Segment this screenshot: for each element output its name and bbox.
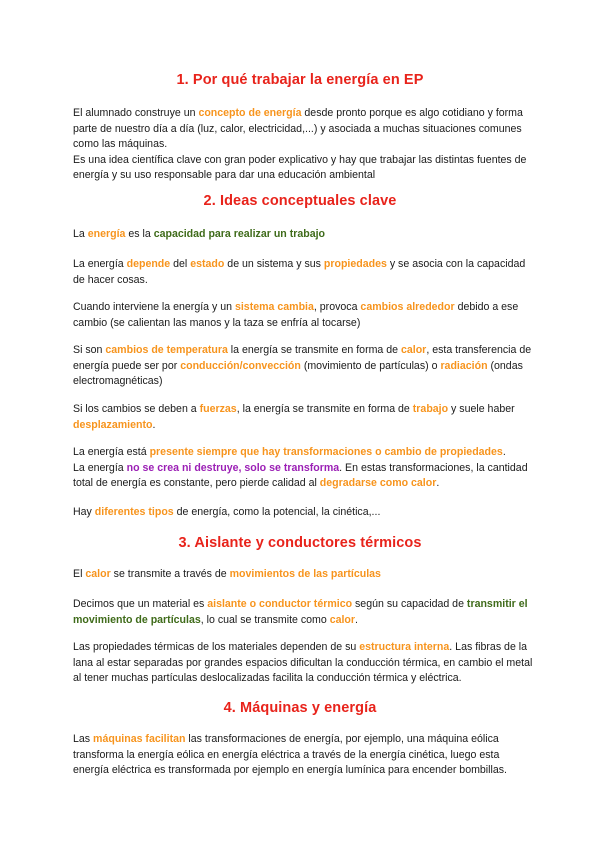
highlighted-term: aislante o conductor térmico (207, 598, 353, 610)
section-3-title: 3. Aislante y conductores térmicos (178, 535, 422, 551)
section-2-title: 2. Ideas conceptuales clave (203, 193, 397, 209)
section-3-paragraph: Las propiedades térmicas de los materiales dependen de su estructura interna. Las fibras de la lana al estar separadas por grandes espacios dificultan la conducción térmica, en cambio el metal al tener muchas partículas deslocalizadas facilita la conducción térmica y eléctrica. (73, 641, 533, 685)
section-4-paragraph: Las máquinas facilitan las transformaciones de energía, por ejemplo, una máquina eólica transforma la energía eólica en energía eléctrica a través de la energía cinética, luego esta energía eléctrica es transformada por ejemplo en energía lumínica para encender bombillas. (73, 733, 507, 777)
highlighted-term: diferentes tipos (94, 506, 174, 518)
highlighted-term: desplazamiento (73, 418, 153, 431)
highlighted-term: máquinas facilitan (93, 733, 186, 745)
highlighted-term: trabajo (412, 403, 449, 415)
section-2-paragraph: Si los cambios se deben a fuerzas, la energía se transmite en forma de trabajo y suele haber desplazamiento. (73, 403, 515, 431)
section-1-paragraph: El alumnado construye un concepto de energía desde pronto porque es algo cotidiano y forma parte de nuestro día a día (luz, calor, electricidad,...) y asociada a muchas situaciones comunes como las máquinas. Es una idea científica clave con gran poder explicativo y hay que trabajar las distintas fuentes de energía y su uso responsable para dar una educación ambiental (73, 107, 527, 182)
highlighted-term: movimientos de las partículas (229, 568, 381, 580)
highlighted-term: sistema cambia (234, 301, 314, 313)
highlighted-term: estado (190, 258, 225, 270)
highlighted-term: estructura interna (359, 641, 450, 653)
highlighted-term: calor (85, 568, 111, 580)
highlighted-term: concepto de energía (198, 107, 302, 119)
section-2-paragraph: Hay diferentes tipos de energía, como la potencial, la cinética,... (73, 506, 381, 518)
section-4-title: 4. Máquinas y energía (223, 700, 377, 716)
highlighted-term: presente siempre que hay transformaciones o cambio de propiedades (149, 446, 503, 458)
highlighted-term: fuerzas (199, 403, 237, 415)
highlighted-term: conducción/convección (180, 359, 301, 372)
highlighted-term: cambios de temperatura (105, 344, 228, 356)
section-2-paragraph: La energía es la capacidad para realizar un trabajo (73, 228, 326, 240)
highlighted-term: degradarse como calor (319, 477, 437, 490)
highlighted-term: calor (400, 344, 427, 356)
highlighted-term: energía (87, 228, 126, 240)
highlighted-term: depende (126, 258, 171, 270)
section-2-paragraph: La energía depende del estado de un sistema y sus propiedades y se asocia con la capacidad de hacer cosas. (73, 258, 526, 286)
section-2-paragraph: Si son cambios de temperatura la energía se transmite en forma de calor, esta transferencia de energía puede ser por conducción/convección (movimiento de partículas) o radiación (ondas electromagnéticas) (73, 344, 532, 388)
highlighted-term: capacidad para realizar un trabajo (153, 228, 326, 240)
highlighted-term: propiedades (323, 258, 387, 270)
highlighted-term: cambios alrededor (360, 301, 455, 313)
section-3-paragraph: El calor se transmite a través de movimientos de las partículas (73, 568, 381, 580)
highlighted-term: no se crea ni destruye, solo se transforma (126, 461, 340, 474)
highlighted-term: calor (329, 613, 356, 626)
highlighted-term: transmitir el movimiento de partículas (73, 598, 528, 626)
highlighted-term: radiación (440, 359, 488, 372)
section-1-title: 1. Por qué trabajar la energía en EP (176, 72, 424, 88)
section-2-paragraph: La energía está presente siempre que hay transformaciones o cambio de propiedades. La energía no se crea ni destruye, solo se transforma. En estas transformaciones, la cantidad total de energía es constante, pero pierde calidad al degradarse como calor. (73, 446, 528, 490)
section-2-paragraph: Cuando interviene la energía y un sistema cambia, provoca cambios alrededor debido a ese cambio (se calientan las manos y la taza se enfría al tocarse) (73, 301, 519, 329)
section-3-paragraph: Decimos que un material es aislante o conductor térmico según su capacidad de transmitir el movimiento de partículas, lo cual se transmite como calor. (73, 598, 528, 626)
